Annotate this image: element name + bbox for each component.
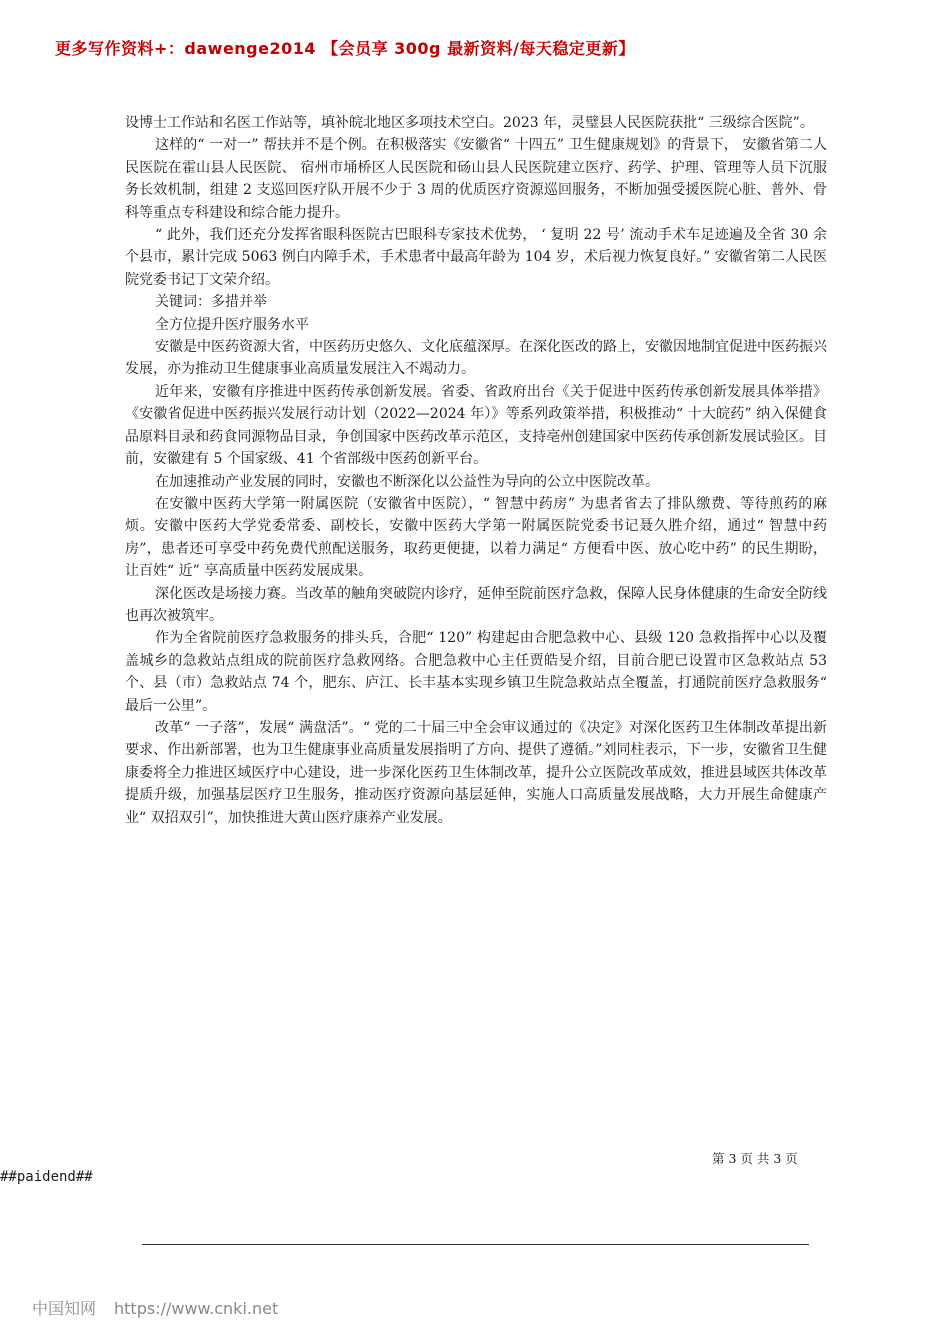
body-paragraph: 深化医改是场接力赛。当改革的触角突破院内诊疗，延伸至院前医疗急救，保障人民身体健康的生命安全防线也再次被筑牢。	[125, 585, 827, 624]
footer-divider	[142, 1244, 809, 1245]
body-paragraph: 在安徽中医药大学第一附属医院（安徽省中医院），“ 智慧中药房” 为患者省去了排队缴费、等待煎药的麻烦。安徽中医药大学党委常委、副校长，安徽中医药大学第一附属医院党委书记聂久胜介绍，通过“ 智慧中药房”，患者还可享受中药免费代煎配送服务，取药更便捷，以着力满足“ 方便看中医、放心吃中药” 的民生期盼，让百姓“ 近” 享高质量中医药发展成果。	[125, 495, 827, 580]
footer-brand	[32, 1296, 278, 1319]
cnki-url-link[interactable]: https://www.cnki.net	[114, 1299, 279, 1318]
body-paragraph: 设博士工作站和名医工作站等，填补皖北地区多项技术空白。2023 年，灵璧县人民医院获批“ 三级综合医院”。	[125, 115, 814, 131]
promo-banner: 更多写作资料+：dawenge2014 【会员享 300g 最新资料/每天稳定更新】	[55, 39, 635, 58]
body-paragraph: 这样的“ 一对一” 帮扶并不是个例。在积极落实《安徽省“ 十四五” 卫生健康规划》的背景下， 安徽省第二人民医院在霍山县人民医院、 宿州市埇桥区人民医院和砀山县人民医院建立医疗、药学、护理、管理等人员下沉服务长效机制，组建 2 支巡回医疗队开展不少于 3 周的优质医疗资源巡回服务，不断加强受援医院心脏、普外、骨科等重点专科建设和综合能力提升。	[125, 137, 827, 221]
paid-end-marker: ##paidend##	[0, 1169, 93, 1185]
cnki-logo-text: 中国知网	[32, 1299, 97, 1318]
body-paragraph: 近年来，安徽有序推进中医药传承创新发展。省委、省政府出台《关于促进中医药传承创新发展具体举措》《安徽省促进中医药振兴发展行动计划（2022—2024 年）》等系列政策举措，积极推动“ 十大皖药” 纳入保健食品原料目录和药食同源物品目录，争创国家中医药改革示范区，支持亳州创建国家中医药传承创新发展试验区。目前，安徽建有 5 个国家级、41 个省部级中医药创新平台。	[125, 383, 827, 468]
body-paragraph: 关键词：多措并举	[155, 294, 267, 311]
body-paragraph: 作为全省院前医疗急救服务的排头兵，合肥“ 120” 构建起由合肥急救中心、县级 120 急救指挥中心以及覆盖城乡的急救站点组成的院前医疗急救网络。合肥急救中心主任贾皓旻介绍，目前合肥已设置市区急救站点 53 个、县（市）急救站点 74 个，肥东、庐江、长丰基本实现乡镇卫生院急救站点全覆盖，打通院前医疗急救服务“ 最后一公里”。	[125, 630, 827, 714]
body-paragraph: 全方位提升医疗服务水平	[155, 316, 309, 333]
body-paragraph: 在加速推动产业发展的同时，安徽也不断深化以公益性为导向的公立中医院改革。	[155, 473, 659, 490]
page-number: 第 3 页 共 3 页	[712, 1151, 798, 1166]
body-paragraph: 改革“ 一子落”，发展“ 满盘活”。“ 党的二十届三中全会审议通过的《决定》对深化医药卫生体制改革提出新要求、作出新部署，也为卫生健康事业高质量发展指明了方向、提供了遵循。”刘同柱表示，下一步，安徽省卫生健康委将全力推进区域医疗中心建设，进一步深化医药卫生体制改革，提升公立医院改革成效，推进县域医共体改革提质升级，加强基层医疗卫生服务，推动医疗资源向基层延伸，实施人口高质量发展战略，大力开展生命健康产业“ 双招双引”，加快推进大黄山医疗康养产业发展。	[125, 719, 827, 826]
article-body	[125, 112, 827, 829]
body-paragraph: 安徽是中医药资源大省，中医药历史悠久、文化底蕴深厚。在深化医改的路上，安徽因地制宜促进中医药振兴发展，亦为推动卫生健康事业高质量发展注入不竭动力。	[125, 339, 827, 378]
body-paragraph: “ 此外，我们还充分发挥省眼科医院古巴眼科专家技术优势， ‘ 复明 22 号’ 流动手术车足迹遍及全省 30 余个县市，累计完成 5063 例白内障手术，手术患者中最高年龄为 104 岁，术后视力恢复良好。” 安徽省第二人民医院党委书记丁文荣介绍。	[125, 227, 827, 288]
